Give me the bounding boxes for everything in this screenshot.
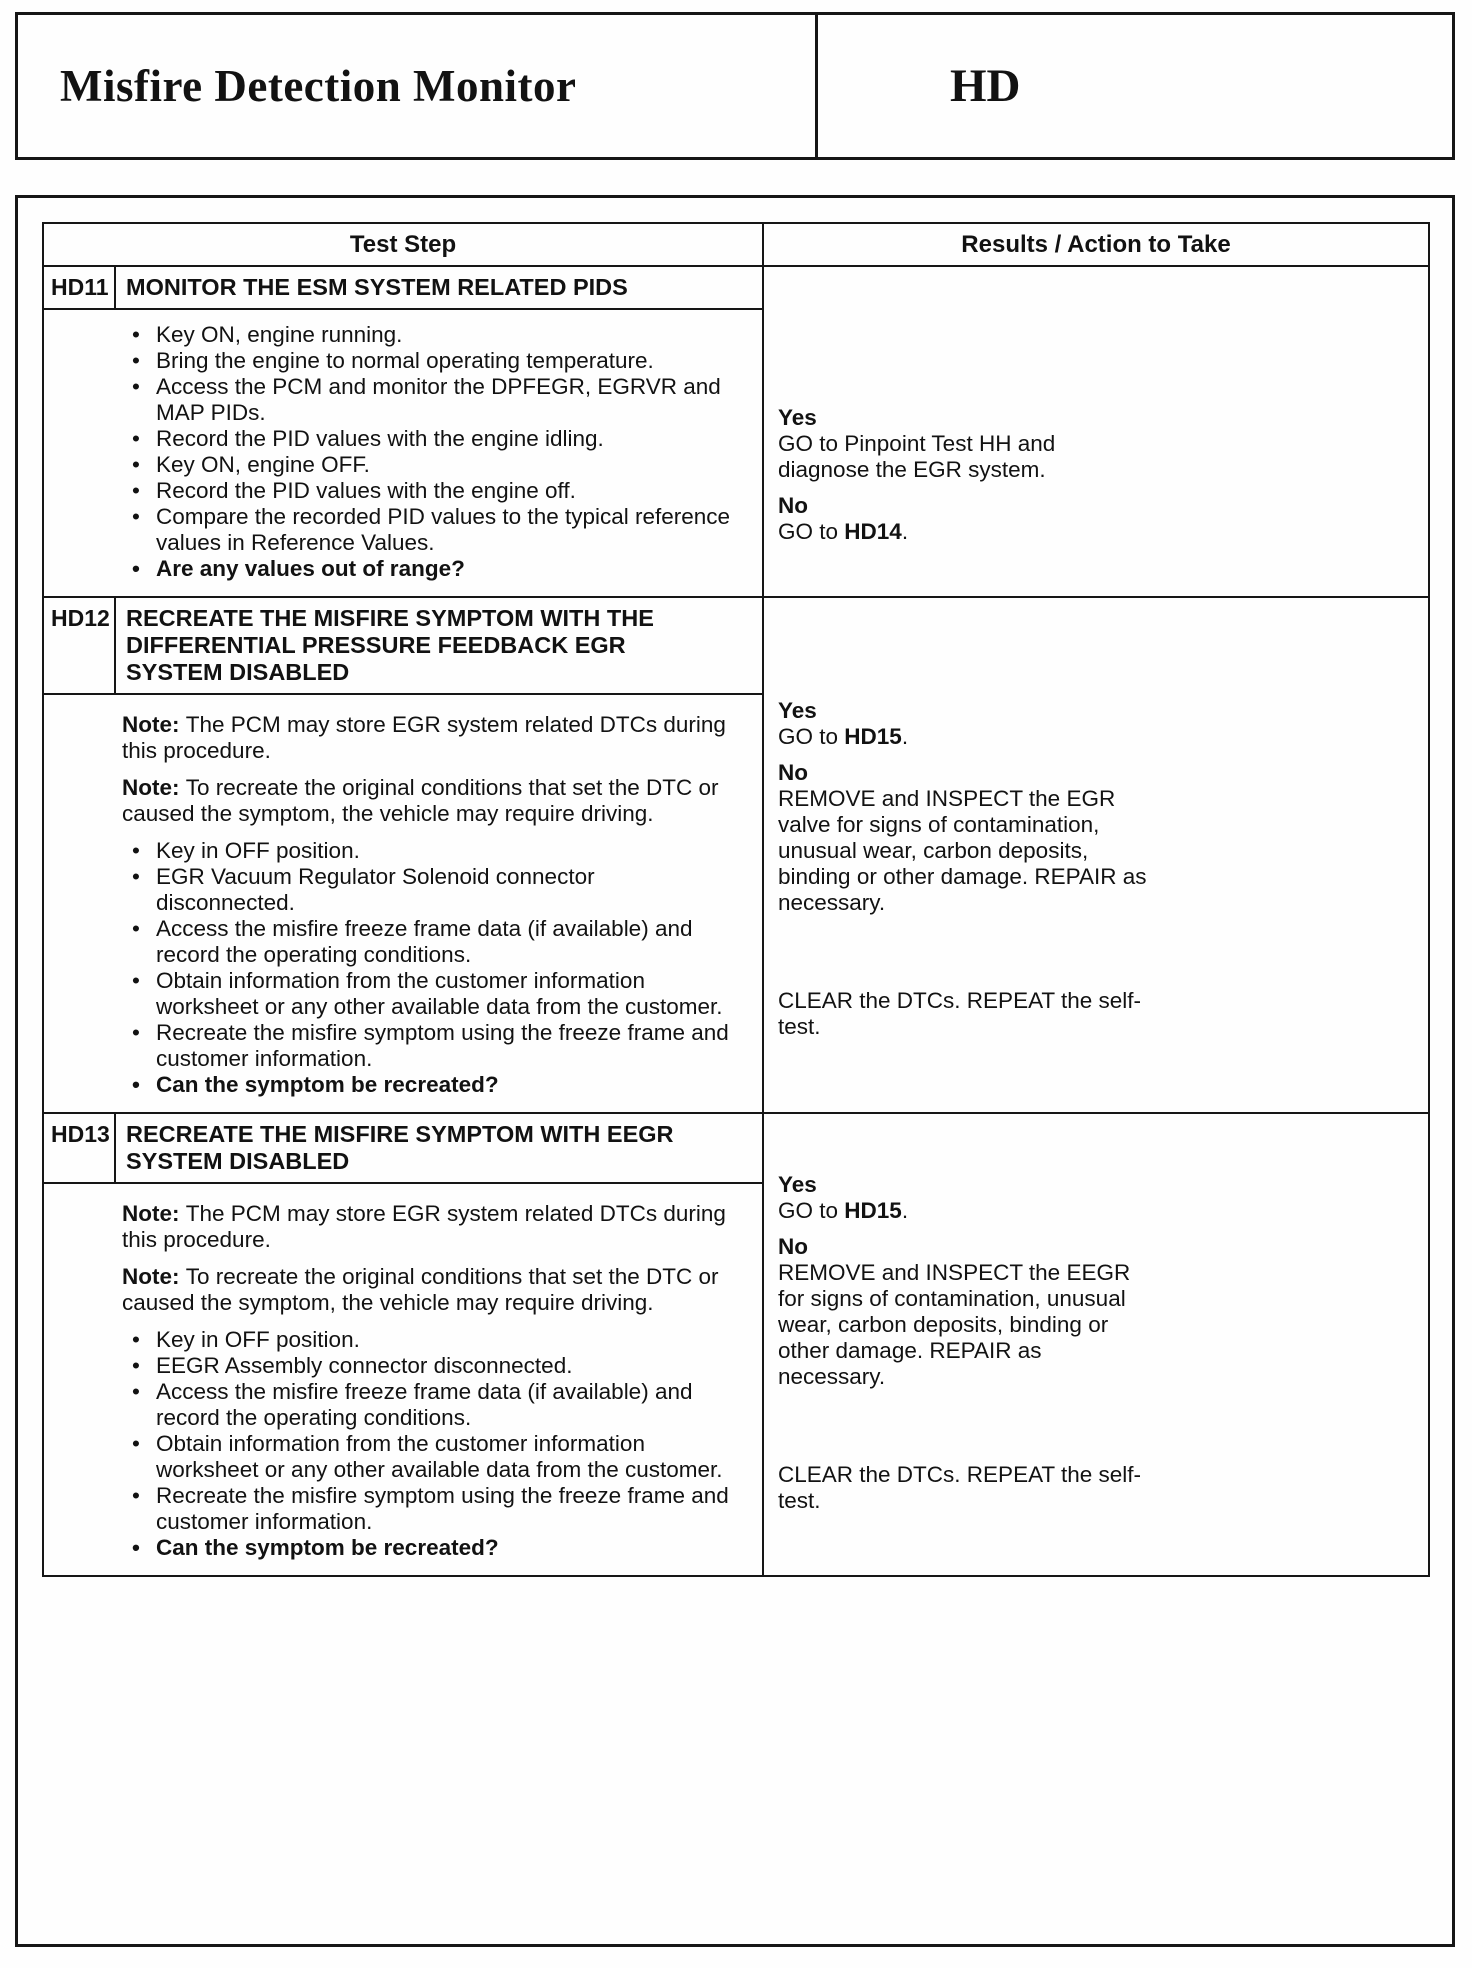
note-label: Note: — [122, 712, 186, 737]
bullet-item: • Access the misfire freeze frame data (if available) and record the operating conditions. — [122, 916, 732, 968]
step-results — [764, 598, 1428, 1112]
column-header-results: Results / Action to Take — [961, 231, 1231, 258]
page-title: Misfire Detection Monitor — [60, 61, 577, 111]
result-block — [778, 493, 1150, 545]
bullet-item: • EEGR Assembly connector disconnected. — [122, 1353, 732, 1379]
result-block — [778, 698, 1150, 750]
result-text: GO to HD15. — [778, 724, 909, 749]
result-text: GO to HD14. — [778, 519, 909, 544]
bullet-item: • Key ON, engine running. — [122, 322, 732, 348]
test-step-row — [44, 265, 1428, 596]
result-text: GO to Pinpoint Test HH and diagnose the EGR system. — [778, 431, 1056, 482]
result-label: No — [778, 1234, 808, 1259]
step-id: HD12 — [44, 598, 116, 693]
test-step-cell — [44, 267, 764, 596]
main-table-container — [15, 195, 1455, 1947]
step-body — [44, 695, 762, 1112]
note-label: Note: — [122, 1264, 186, 1289]
step-bullet-list — [122, 322, 732, 582]
bullet-item: • Access the misfire freeze frame data (if available) and record the operating conditions. — [122, 1379, 732, 1431]
document-header — [15, 12, 1455, 160]
note-paragraph: Note: The PCM may store EGR system related DTCs during this procedure. — [122, 1201, 726, 1252]
result-label: No — [778, 493, 808, 518]
result-text: CLEAR the DTCs. REPEAT the self-test. — [778, 1462, 1142, 1513]
bullet-item: • Key in OFF position. — [122, 1327, 732, 1353]
result-block — [778, 1462, 1150, 1514]
bullet-item: • EGR Vacuum Regulator Solenoid connector disconnected. — [122, 864, 732, 916]
bullet-item: • Obtain information from the customer information worksheet or any other available data from the customer. — [122, 1431, 732, 1483]
result-text: REMOVE and INSPECT the EGR valve for signs of contamination, unusual wear, carbon deposits, binding or other damage. REPAIR as necessary. — [778, 786, 1147, 915]
column-header-test-step: Test Step — [44, 224, 764, 265]
step-body — [44, 310, 762, 596]
result-label: Yes — [778, 698, 817, 723]
step-title-band — [44, 267, 762, 310]
bullet-item: • Recreate the misfire symptom using the freeze frame and customer information. — [122, 1020, 732, 1072]
step-results — [764, 1114, 1428, 1575]
table-body — [44, 265, 1428, 1575]
step-title: RECREATE THE MISFIRE SYMPTOM WITH THE DIFFERENTIAL PRESSURE FEEDBACK EGR SYSTEM DISABLED — [126, 605, 654, 685]
bullet-item: • Compare the recorded PID values to the typical reference values in Reference Values. — [122, 504, 732, 556]
step-bullet-list — [122, 838, 732, 1098]
bullet-item: • Key ON, engine OFF. — [122, 452, 732, 478]
step-results — [764, 267, 1428, 596]
step-bullet-list — [122, 1327, 732, 1561]
bullet-item: • Are any values out of range? — [122, 556, 732, 582]
result-block — [778, 760, 1150, 916]
step-notes — [122, 712, 732, 827]
result-label: Yes — [778, 1172, 817, 1197]
result-text: GO to HD15. — [778, 1198, 909, 1223]
header-code-cell — [818, 15, 1452, 157]
note-paragraph: Note: The PCM may store EGR system related DTCs during this procedure. — [122, 712, 726, 763]
result-label: No — [778, 760, 808, 785]
bullet-item: • Bring the engine to normal operating temperature. — [122, 348, 732, 374]
bullet-item: • Recreate the misfire symptom using the freeze frame and customer information. — [122, 1483, 732, 1535]
test-step-cell — [44, 598, 764, 1112]
header-title-cell — [18, 15, 818, 157]
bullet-item: • Access the PCM and monitor the DPFEGR, EGRVR and MAP PIDs. — [122, 374, 732, 426]
note-paragraph: Note: To recreate the original conditions that set the DTC or caused the symptom, the vehicle may require driving. — [122, 1264, 719, 1315]
step-body — [44, 1184, 762, 1575]
bullet-item: • Can the symptom be recreated? — [122, 1535, 732, 1561]
bullet-item: • Obtain information from the customer information worksheet or any other available data from the customer. — [122, 968, 732, 1020]
bullet-item: • Can the symptom be recreated? — [122, 1072, 732, 1098]
step-id: HD13 — [44, 1114, 116, 1182]
note-paragraph: Note: To recreate the original conditions that set the DTC or caused the symptom, the vehicle may require driving. — [122, 775, 719, 826]
bullet-item: • Record the PID values with the engine idling. — [122, 426, 732, 452]
step-title-band — [44, 1114, 762, 1184]
step-title: RECREATE THE MISFIRE SYMPTOM WITH EEGR SYSTEM DISABLED — [126, 1121, 674, 1174]
step-title: MONITOR THE ESM SYSTEM RELATED PIDS — [126, 274, 628, 300]
test-step-cell — [44, 1114, 764, 1575]
step-notes — [122, 1201, 732, 1316]
test-step-row — [44, 596, 1428, 1112]
result-block — [778, 988, 1150, 1040]
table-header-row — [44, 224, 1428, 265]
test-step-row — [44, 1112, 1428, 1575]
note-label: Note: — [122, 775, 186, 800]
result-text: CLEAR the DTCs. REPEAT the self-test. — [778, 988, 1142, 1039]
diagnostic-table — [42, 222, 1430, 1577]
bullet-item: • Record the PID values with the engine off. — [122, 478, 732, 504]
result-block — [778, 1234, 1150, 1390]
step-title-band — [44, 598, 762, 695]
bullet-item: • Key in OFF position. — [122, 838, 732, 864]
result-label: Yes — [778, 405, 817, 430]
result-text: REMOVE and INSPECT the EEGR for signs of contamination, unusual wear, carbon deposits, binding or other damage. REPAIR as necessary. — [778, 1260, 1131, 1389]
note-label: Note: — [122, 1201, 186, 1226]
result-block — [778, 1172, 1150, 1224]
result-block — [778, 405, 1150, 483]
step-id: HD11 — [44, 267, 116, 308]
page-code: HD — [950, 60, 1021, 112]
